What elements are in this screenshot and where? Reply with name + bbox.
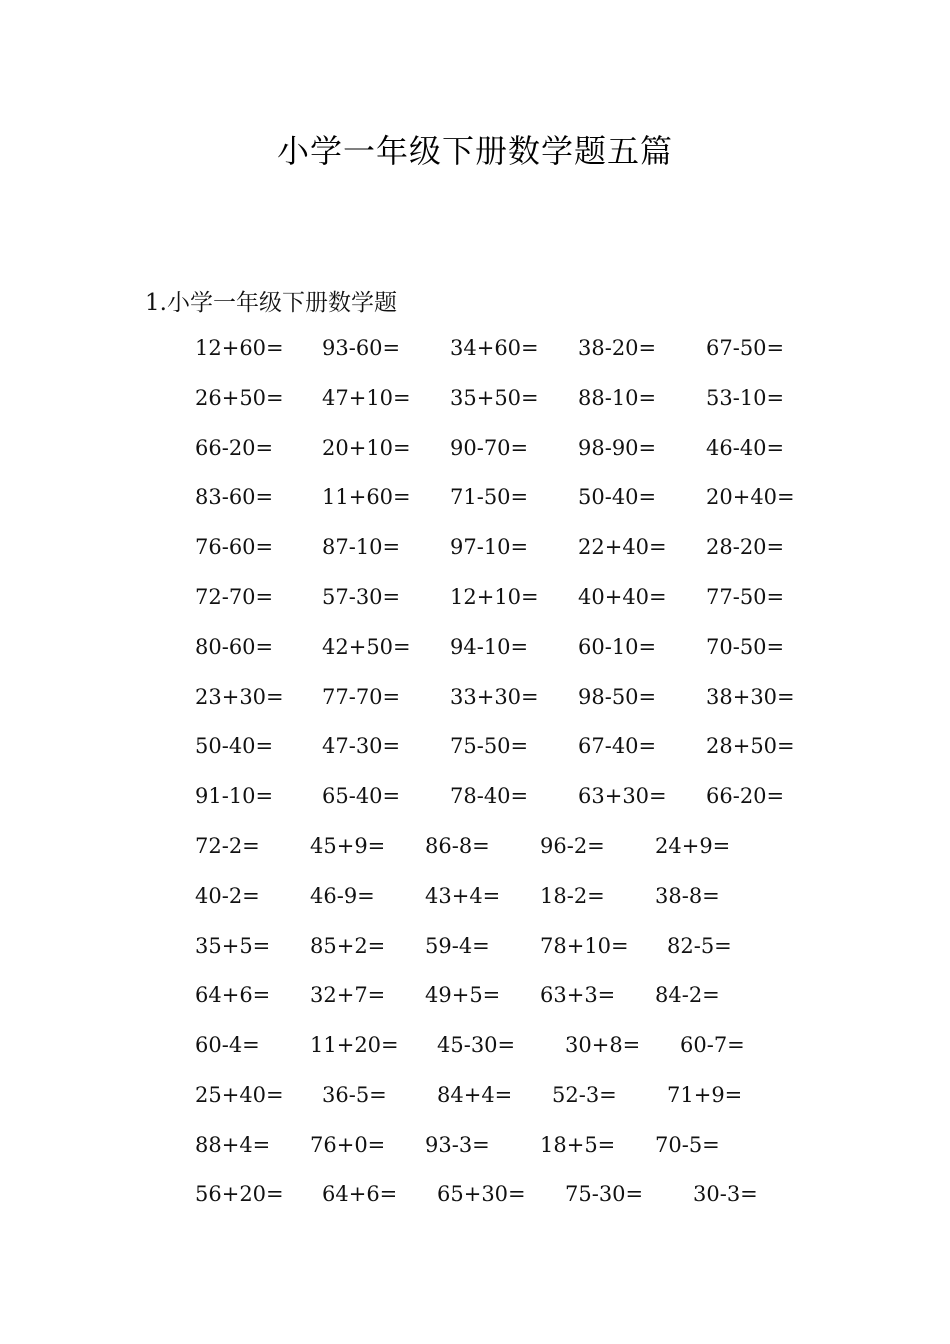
- arithmetic-problem: 46-9=: [310, 884, 375, 908]
- arithmetic-problem: 56+20=: [195, 1182, 284, 1206]
- arithmetic-problem: 40+40=: [578, 585, 667, 609]
- arithmetic-problem: 60-4=: [195, 1033, 260, 1057]
- document-title: 小学一年级下册数学题五篇: [276, 132, 673, 170]
- arithmetic-problem: 64+6=: [195, 983, 271, 1007]
- arithmetic-problem: 94-10=: [450, 635, 529, 659]
- arithmetic-problem: 78+10=: [540, 934, 629, 958]
- arithmetic-problem: 87-10=: [322, 535, 401, 559]
- arithmetic-problem: 53-10=: [706, 386, 785, 410]
- arithmetic-problem: 28-20=: [706, 535, 785, 559]
- arithmetic-problem: 71-50=: [450, 485, 529, 509]
- arithmetic-problem: 84+4=: [437, 1083, 513, 1107]
- arithmetic-problem: 18-2=: [540, 884, 605, 908]
- arithmetic-problem: 28+50=: [706, 734, 795, 758]
- arithmetic-problem: 65-40=: [322, 784, 401, 808]
- arithmetic-problem: 77-50=: [706, 585, 785, 609]
- arithmetic-problem: 70-50=: [706, 635, 785, 659]
- arithmetic-problem: 93-60=: [322, 336, 401, 360]
- arithmetic-problem: 63+3=: [540, 983, 616, 1007]
- arithmetic-problem: 65+30=: [437, 1182, 526, 1206]
- arithmetic-problem: 75-30=: [565, 1182, 644, 1206]
- arithmetic-problem: 70-5=: [655, 1133, 720, 1157]
- arithmetic-problem: 88-10=: [578, 386, 657, 410]
- arithmetic-problem: 88+4=: [195, 1133, 271, 1157]
- arithmetic-problem: 77-70=: [322, 685, 401, 709]
- arithmetic-problem: 63+30=: [578, 784, 667, 808]
- arithmetic-problem: 60-10=: [578, 635, 657, 659]
- arithmetic-problem: 50-40=: [578, 485, 657, 509]
- arithmetic-problem: 60-7=: [680, 1033, 745, 1057]
- arithmetic-problem: 98-50=: [578, 685, 657, 709]
- arithmetic-problem: 57-30=: [322, 585, 401, 609]
- arithmetic-problem: 30+8=: [565, 1033, 641, 1057]
- arithmetic-problem: 26+50=: [195, 386, 284, 410]
- arithmetic-problem: 30-3=: [693, 1182, 758, 1206]
- arithmetic-problem: 22+40=: [578, 535, 667, 559]
- arithmetic-problem: 50-40=: [195, 734, 274, 758]
- arithmetic-problem: 83-60=: [195, 485, 274, 509]
- arithmetic-problem: 80-60=: [195, 635, 274, 659]
- arithmetic-problem: 47+10=: [322, 386, 411, 410]
- arithmetic-problem: 45-30=: [437, 1033, 516, 1057]
- arithmetic-problem: 43+4=: [425, 884, 501, 908]
- arithmetic-problem: 78-40=: [450, 784, 529, 808]
- arithmetic-problem: 98-90=: [578, 436, 657, 460]
- arithmetic-problem: 18+5=: [540, 1133, 616, 1157]
- arithmetic-problem: 91-10=: [195, 784, 274, 808]
- arithmetic-problem: 72-70=: [195, 585, 274, 609]
- arithmetic-problem: 90-70=: [450, 436, 529, 460]
- arithmetic-problem: 72-2=: [195, 834, 260, 858]
- arithmetic-problem: 97-10=: [450, 535, 529, 559]
- arithmetic-problem: 12+10=: [450, 585, 539, 609]
- arithmetic-problem: 12+60=: [195, 336, 284, 360]
- arithmetic-problem: 32+7=: [310, 983, 386, 1007]
- arithmetic-problem: 45+9=: [310, 834, 386, 858]
- arithmetic-problem: 33+30=: [450, 685, 539, 709]
- arithmetic-problem: 20+40=: [706, 485, 795, 509]
- arithmetic-problem: 42+50=: [322, 635, 411, 659]
- arithmetic-problem: 20+10=: [322, 436, 411, 460]
- arithmetic-problem: 24+9=: [655, 834, 731, 858]
- arithmetic-problem: 71+9=: [667, 1083, 743, 1107]
- arithmetic-problem: 76+0=: [310, 1133, 386, 1157]
- arithmetic-problem: 38-20=: [578, 336, 657, 360]
- arithmetic-problem: 96-2=: [540, 834, 605, 858]
- arithmetic-problem: 82-5=: [667, 934, 732, 958]
- arithmetic-problem: 76-60=: [195, 535, 274, 559]
- arithmetic-problem: 75-50=: [450, 734, 529, 758]
- arithmetic-problem: 64+6=: [322, 1182, 398, 1206]
- arithmetic-problem: 38-8=: [655, 884, 720, 908]
- arithmetic-problem: 93-3=: [425, 1133, 490, 1157]
- arithmetic-problem: 85+2=: [310, 934, 386, 958]
- arithmetic-problem: 46-40=: [706, 436, 785, 460]
- section-title: 1.小学一年级下册数学题: [145, 290, 397, 316]
- arithmetic-problem: 84-2=: [655, 983, 720, 1007]
- arithmetic-problem: 35+5=: [195, 934, 271, 958]
- arithmetic-problem: 40-2=: [195, 884, 260, 908]
- arithmetic-problem: 86-8=: [425, 834, 490, 858]
- arithmetic-problem: 25+40=: [195, 1083, 284, 1107]
- arithmetic-problem: 11+60=: [322, 485, 411, 509]
- arithmetic-problem: 35+50=: [450, 386, 539, 410]
- arithmetic-problem: 47-30=: [322, 734, 401, 758]
- arithmetic-problem: 66-20=: [706, 784, 785, 808]
- arithmetic-problem: 66-20=: [195, 436, 274, 460]
- arithmetic-problem: 23+30=: [195, 685, 284, 709]
- arithmetic-problem: 59-4=: [425, 934, 490, 958]
- arithmetic-problem: 49+5=: [425, 983, 501, 1007]
- arithmetic-problem: 34+60=: [450, 336, 539, 360]
- arithmetic-problem: 36-5=: [322, 1083, 387, 1107]
- arithmetic-problem: 67-40=: [578, 734, 657, 758]
- arithmetic-problem: 67-50=: [706, 336, 785, 360]
- arithmetic-problem: 38+30=: [706, 685, 795, 709]
- arithmetic-problem: 11+20=: [310, 1033, 399, 1057]
- arithmetic-problem: 52-3=: [552, 1083, 617, 1107]
